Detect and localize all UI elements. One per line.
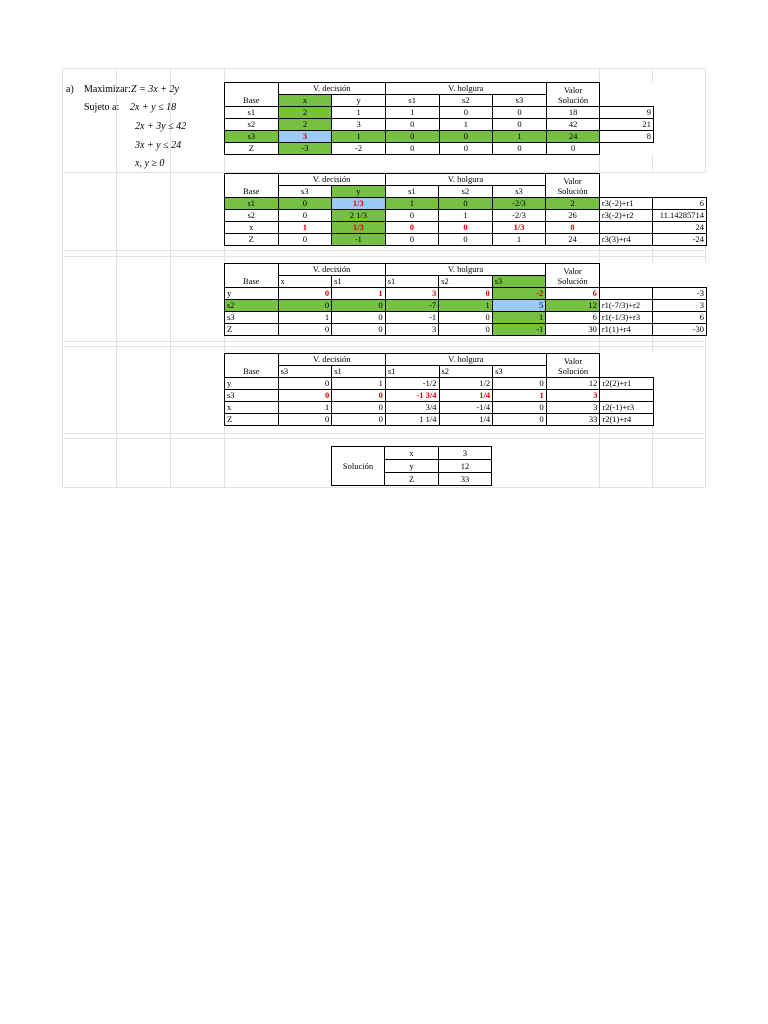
constraint-1: 2x + y ≤ 18 [130, 102, 177, 113]
table-cell: Base [225, 276, 279, 288]
table-cell: 0 [439, 222, 493, 234]
base-header: Base [225, 95, 279, 107]
table-cell: -1 [385, 312, 439, 324]
table-cell [225, 83, 279, 95]
table-cell: s2 [225, 119, 279, 131]
table-cell: Valor Solución [546, 354, 600, 378]
table-cell: s3 [225, 312, 279, 324]
table-cell: 0 [332, 390, 386, 402]
col-header: y [332, 95, 386, 107]
table-cell: r2(2)+r1 [600, 378, 654, 390]
table-cell: r2(-1)+r3 [600, 402, 654, 414]
table-cell: 0 [493, 378, 547, 390]
table-cell: 0 [439, 143, 493, 155]
table-cell: s2 [439, 186, 493, 198]
table-cell: 5 [492, 300, 546, 312]
table-cell: -3 [653, 288, 707, 300]
table-cell: s3 [492, 276, 546, 288]
table-cell: 0 [332, 312, 386, 324]
table-cell: Z [225, 234, 279, 246]
table-cell: 1 [493, 390, 547, 402]
table-cell: 0 [439, 324, 493, 336]
solution-val: 33 [439, 473, 492, 486]
table-cell: Valor Solución [546, 264, 600, 288]
table-cell: r3(-2)+r1 [599, 198, 653, 210]
col-header: s1 [385, 95, 439, 107]
table-cell: s1 [332, 366, 386, 378]
solution-var: Z [385, 473, 439, 486]
table-cell: Z [225, 324, 279, 336]
table-cell: r1(-7/3)+r2 [599, 300, 653, 312]
table-cell: s1 [385, 186, 439, 198]
table-cell: 0 [278, 414, 332, 426]
table-row [225, 198, 707, 210]
table-cell: 1 [439, 210, 493, 222]
table-cell: 0 [332, 414, 386, 426]
table-cell: 3/4 [385, 402, 439, 414]
table-cell: -2/3 [492, 198, 546, 210]
table-cell: s1 [225, 198, 279, 210]
table-cell: s1 [385, 276, 439, 288]
table-cell: 1 [278, 402, 332, 414]
table-cell: 1 [332, 378, 386, 390]
table-cell [599, 288, 653, 300]
table-cell: 0 [493, 414, 547, 426]
table-cell [653, 186, 707, 198]
solution-label: Solución [332, 447, 385, 486]
problem-label: a) [66, 84, 74, 95]
table-cell: 1/2 [439, 378, 493, 390]
table-cell: 21 [600, 119, 654, 131]
table-cell: 1/3 [332, 222, 386, 234]
table-cell: s1 [332, 276, 386, 288]
table-cell: y [332, 186, 386, 198]
table-cell: 0 [278, 378, 332, 390]
solution-val: 3 [439, 447, 492, 460]
table-cell: s3 [225, 131, 279, 143]
table-cell: 6 [653, 312, 707, 324]
objective-prefix: Maximizar: [84, 84, 131, 95]
table-cell: -1/2 [385, 378, 439, 390]
table-cell: 3 [546, 402, 600, 414]
table-cell: 2 [278, 107, 332, 119]
table-cell: V. holgura [385, 264, 546, 276]
holgura-header: V. holgura [385, 83, 546, 95]
table-cell: 0 [332, 324, 386, 336]
table-cell [600, 354, 654, 366]
table-cell: V. decisión [278, 174, 385, 186]
table-cell: 0 [332, 300, 386, 312]
table-cell: 3 [546, 390, 600, 402]
table-cell [225, 174, 279, 186]
table-cell: 1 [332, 107, 386, 119]
table-cell: 1 [332, 131, 386, 143]
table-cell: 1 [439, 300, 493, 312]
table-cell: 11.14285714 [653, 210, 707, 222]
table-cell: r1(-1/3)+r3 [599, 312, 653, 324]
table-cell: r1(1)+r4 [599, 324, 653, 336]
table-cell [599, 186, 653, 198]
table-cell: V. holgura [385, 354, 546, 366]
table-cell: 3 [653, 300, 707, 312]
table-cell: -2 [492, 288, 546, 300]
constraint-3: 3x + y ≤ 24 [135, 140, 182, 151]
table-cell: 0 [493, 119, 547, 131]
simplex-tableau-3 [224, 263, 707, 336]
table-row [225, 414, 654, 426]
table-row [225, 119, 654, 131]
table-cell: 1 [492, 312, 546, 324]
table-cell: 3 [278, 131, 332, 143]
table-cell: 0 [385, 222, 439, 234]
table-cell: 0 [278, 390, 332, 402]
table-cell: 0 [439, 198, 493, 210]
table-cell: 0 [546, 143, 600, 155]
table-cell: y [225, 288, 279, 300]
table-cell: 1 [385, 198, 439, 210]
table-cell: 30 [546, 324, 600, 336]
table-cell: r2(1)+r4 [600, 414, 654, 426]
table-row [225, 324, 707, 336]
table-cell: Valor Solución [546, 174, 600, 198]
solution-var: y [385, 460, 439, 473]
table-cell: s3 [278, 186, 332, 198]
table-cell: Base [225, 186, 279, 198]
table-cell: 0 [439, 131, 493, 143]
table-cell [600, 390, 654, 402]
table-cell: -1 [332, 234, 386, 246]
table-cell: x [278, 276, 332, 288]
table-cell: 18 [546, 107, 600, 119]
table-cell: s2 [439, 276, 493, 288]
table-cell: 0 [439, 312, 493, 324]
table-cell: 0 [278, 300, 332, 312]
table-cell: 12 [546, 378, 600, 390]
table-cell: 0 [385, 143, 439, 155]
table-cell: s2 [225, 300, 279, 312]
table-cell: 1 [278, 222, 332, 234]
table-row [225, 210, 707, 222]
table-cell: 1 [439, 119, 493, 131]
table-cell: s3 [278, 366, 332, 378]
simplex-tableau-4 [224, 353, 654, 426]
table-cell: 6 [546, 312, 600, 324]
table-cell: 1 [332, 288, 386, 300]
table-cell: 0 [385, 119, 439, 131]
table-cell: 0 [278, 234, 332, 246]
table-row [225, 107, 654, 119]
objective-function: Z = 3x + 2y [131, 84, 179, 95]
table-cell: 0 [278, 210, 332, 222]
table-cell: 0 [385, 234, 439, 246]
table-cell [653, 264, 707, 276]
table-cell [599, 222, 653, 234]
table-row [225, 300, 707, 312]
table-cell: Base [225, 366, 279, 378]
table-cell: s1 [225, 107, 279, 119]
table-cell [653, 276, 707, 288]
table-cell: s3 [225, 390, 279, 402]
table-cell [599, 276, 653, 288]
table-cell: 0 [278, 324, 332, 336]
table-row [225, 131, 654, 143]
table-cell: 0 [278, 198, 332, 210]
table-cell: 1/4 [439, 390, 493, 402]
table-cell: -2/3 [492, 210, 546, 222]
col-header: s2 [439, 95, 493, 107]
table-row [225, 378, 654, 390]
table-cell [599, 174, 653, 186]
table-cell [600, 366, 654, 378]
table-cell: s2 [439, 366, 493, 378]
table-row [225, 288, 707, 300]
table-cell: -30 [653, 324, 707, 336]
table-cell: Z [225, 143, 279, 155]
table-cell: r3(-2)+r2 [599, 210, 653, 222]
table-cell: 3 [385, 288, 439, 300]
table-cell [600, 83, 654, 95]
table-cell: 0 [278, 288, 332, 300]
table-cell: s3 [492, 186, 546, 198]
table-cell: 0 [493, 143, 547, 155]
constraint-4: x, y ≥ 0 [135, 158, 165, 169]
table-cell: 1 1/4 [385, 414, 439, 426]
table-cell: 0 [385, 131, 439, 143]
table-cell [600, 143, 654, 155]
table-cell: 0 [493, 402, 547, 414]
table-cell: 3 [332, 119, 386, 131]
table-cell: 1/3 [492, 222, 546, 234]
table-cell: 1/3 [332, 198, 386, 210]
table-cell: 12 [546, 300, 600, 312]
col-header: s3 [493, 95, 547, 107]
table-cell [225, 354, 279, 366]
decision-header: V. decisión [278, 83, 385, 95]
table-cell: r3(3)+r4 [599, 234, 653, 246]
table-cell: 1 [492, 234, 546, 246]
table-cell: 1 [385, 107, 439, 119]
table-cell: 6 [653, 198, 707, 210]
table-cell: Z [225, 414, 279, 426]
table-cell [600, 95, 654, 107]
table-cell: -1 [492, 324, 546, 336]
table-cell: -3 [278, 143, 332, 155]
table-row [225, 222, 707, 234]
table-cell [599, 264, 653, 276]
table-cell: -2 [332, 143, 386, 155]
simplex-tableau-1 [224, 82, 654, 155]
table-cell: V. holgura [385, 174, 546, 186]
table-cell: 42 [546, 119, 600, 131]
col-header: x [278, 95, 332, 107]
solution-val: 12 [439, 460, 492, 473]
table-cell: -1 3/4 [385, 390, 439, 402]
table-row [225, 312, 707, 324]
table-row [225, 143, 654, 155]
table-row [225, 234, 707, 246]
table-cell: 24 [546, 131, 600, 143]
constraint-2: 2x + 3y ≤ 42 [135, 121, 187, 132]
table-cell: 2 [546, 198, 600, 210]
subject-to-label: Sujeto a: [84, 102, 120, 113]
table-cell: 1 [493, 131, 547, 143]
solution-table [331, 446, 492, 486]
table-cell: 1/4 [439, 414, 493, 426]
table-cell: 33 [546, 414, 600, 426]
table-row [225, 402, 654, 414]
table-cell: 24 [546, 234, 600, 246]
table-cell: 0 [493, 107, 547, 119]
table-cell: y [225, 378, 279, 390]
table-cell: 0 [439, 288, 493, 300]
table-cell: V. decisión [278, 354, 385, 366]
table-cell: 8 [600, 131, 654, 143]
solution-var: x [385, 447, 439, 460]
table-cell: 3 [385, 324, 439, 336]
table-cell: 0 [439, 107, 493, 119]
table-cell: 8 [546, 222, 600, 234]
table-cell: s2 [225, 210, 279, 222]
table-cell: -24 [653, 234, 707, 246]
table-cell: 0 [332, 402, 386, 414]
table-cell: x [225, 222, 279, 234]
table-cell: 0 [385, 210, 439, 222]
table-cell: 26 [546, 210, 600, 222]
table-cell: -1/4 [439, 402, 493, 414]
table-cell: V. decisión [278, 264, 385, 276]
table-cell: -7 [385, 300, 439, 312]
table-cell: 6 [546, 288, 600, 300]
table-cell: 24 [653, 222, 707, 234]
table-cell: s3 [493, 366, 547, 378]
table-cell: 2 1/3 [332, 210, 386, 222]
table-cell: 0 [439, 234, 493, 246]
table-cell: 1 [278, 312, 332, 324]
table-cell: x [225, 402, 279, 414]
table-row [225, 390, 654, 402]
table-cell [653, 174, 707, 186]
table-cell: 9 [600, 107, 654, 119]
table-cell [225, 264, 279, 276]
table-cell: s1 [385, 366, 439, 378]
simplex-tableau-2 [224, 173, 707, 246]
valor-solucion-header: Valor Solución [546, 83, 600, 107]
table-cell: 2 [278, 119, 332, 131]
